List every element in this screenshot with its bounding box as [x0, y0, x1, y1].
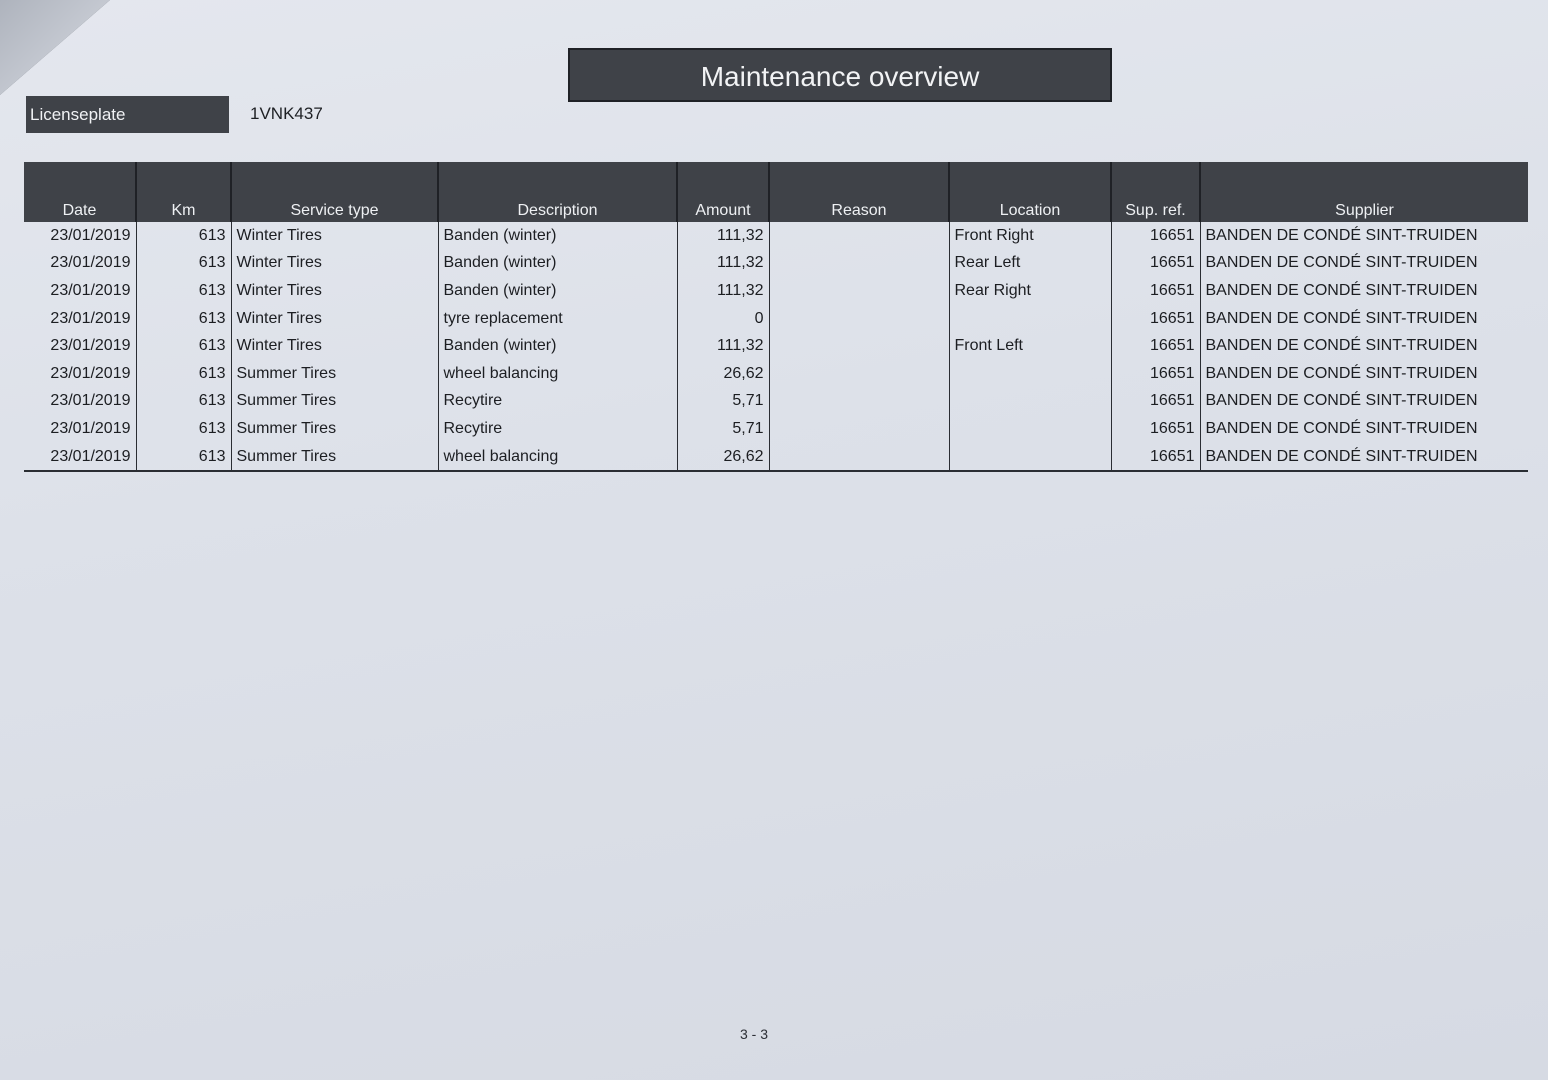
cell-sup-ref: 16651 — [1111, 332, 1200, 360]
cell-service-type: Summer Tires — [231, 388, 438, 416]
cell-sup-ref: 16651 — [1111, 388, 1200, 416]
cell-reason — [769, 415, 949, 443]
table-row — [24, 305, 1528, 333]
cell-supplier: BANDEN DE CONDÉ SINT-TRUIDEN — [1200, 415, 1528, 443]
cell-amount: 111,32 — [677, 250, 769, 278]
cell-supplier: BANDEN DE CONDÉ SINT-TRUIDEN — [1200, 277, 1528, 305]
cell-description: wheel balancing — [438, 360, 677, 388]
cell-km: 613 — [136, 332, 231, 360]
cell-description: wheel balancing — [438, 443, 677, 472]
cell-service-type: Winter Tires — [231, 250, 438, 278]
cell-supplier: BANDEN DE CONDÉ SINT-TRUIDEN — [1200, 443, 1528, 472]
cell-km: 613 — [136, 250, 231, 278]
cell-location — [949, 360, 1111, 388]
table-row — [24, 415, 1528, 443]
cell-amount: 26,62 — [677, 443, 769, 472]
header-km: Km — [136, 162, 231, 222]
table-row — [24, 277, 1528, 305]
cell-km: 613 — [136, 443, 231, 472]
header-location: Location — [949, 162, 1111, 222]
cell-description: Banden (winter) — [438, 250, 677, 278]
cell-reason — [769, 277, 949, 305]
cell-date: 23/01/2019 — [50, 392, 131, 410]
cell-reason — [769, 360, 949, 388]
cell-amount: 111,32 — [677, 277, 769, 305]
cell-location — [949, 305, 1111, 333]
cell-km: 613 — [136, 388, 231, 416]
cell-date: 23/01/2019 — [50, 364, 131, 382]
table-row — [24, 222, 1528, 250]
cell-description: Banden (winter) — [438, 277, 677, 305]
cell-sup-ref: 16651 — [1111, 443, 1200, 472]
cell-amount: 111,32 — [677, 332, 769, 360]
cell-description: Recytire — [438, 388, 677, 416]
cell-service-type: Summer Tires — [231, 443, 438, 472]
cell-km: 613 — [136, 277, 231, 305]
cell-description: tyre replacement — [438, 305, 677, 333]
table-row — [24, 360, 1528, 388]
cell-location: Front Right — [949, 222, 1111, 250]
cell-reason — [769, 305, 949, 333]
cell-location: Front Left — [949, 332, 1111, 360]
cell-location — [949, 415, 1111, 443]
cell-sup-ref: 16651 — [1111, 250, 1200, 278]
header-date: Date — [24, 162, 136, 222]
cell-description: Recytire — [438, 415, 677, 443]
cell-service-type: Winter Tires — [231, 305, 438, 333]
cell-date: 23/01/2019 — [50, 337, 131, 355]
header-description: Description — [438, 162, 677, 222]
table-row — [24, 443, 1528, 472]
page-title: Maintenance overview — [568, 48, 1112, 102]
cell-location: Rear Right — [949, 277, 1111, 305]
cell-date: 23/01/2019 — [50, 254, 131, 272]
cell-km: 613 — [136, 360, 231, 388]
header-amount: Amount — [677, 162, 769, 222]
cell-date: 23/01/2019 — [24, 443, 136, 472]
cell-service-type: Winter Tires — [231, 332, 438, 360]
cell-km: 613 — [136, 415, 231, 443]
cell-sup-ref: 16651 — [1111, 415, 1200, 443]
cell-km: 613 — [136, 305, 231, 333]
cell-date: 23/01/2019 — [50, 281, 131, 299]
header-service-type: Service type — [231, 162, 438, 222]
header-sup-ref: Sup. ref. — [1111, 162, 1200, 222]
cell-supplier: BANDEN DE CONDÉ SINT-TRUIDEN — [1200, 360, 1528, 388]
license-plate-value: 1VNK437 — [250, 104, 323, 123]
cell-date: 23/01/2019 — [50, 309, 131, 327]
cell-supplier: BANDEN DE CONDÉ SINT-TRUIDEN — [1200, 250, 1528, 278]
table-row — [24, 250, 1528, 278]
cell-location: Rear Left — [949, 250, 1111, 278]
cell-amount: 0 — [677, 305, 769, 333]
cell-amount: 111,32 — [677, 222, 769, 250]
cell-service-type: Winter Tires — [231, 222, 438, 250]
page-number: 3 - 3 — [740, 1026, 769, 1042]
maintenance-table — [24, 162, 1528, 472]
table-header-row — [24, 162, 1528, 222]
cell-sup-ref: 16651 — [1111, 222, 1200, 250]
cell-supplier: BANDEN DE CONDÉ SINT-TRUIDEN — [1200, 388, 1528, 416]
cell-sup-ref: 16651 — [1111, 305, 1200, 333]
cell-sup-ref: 16651 — [1111, 360, 1200, 388]
cell-km: 613 — [136, 222, 231, 250]
cell-reason — [769, 443, 949, 472]
cell-sup-ref: 16651 — [1111, 277, 1200, 305]
cell-service-type: Summer Tires — [231, 360, 438, 388]
cell-amount: 5,71 — [677, 388, 769, 416]
header-reason: Reason — [769, 162, 949, 222]
table-row — [24, 332, 1528, 360]
license-plate-label: Licenseplate — [26, 96, 229, 133]
cell-service-type: Winter Tires — [231, 277, 438, 305]
cell-description: Banden (winter) — [438, 332, 677, 360]
cell-date: 23/01/2019 — [50, 226, 131, 244]
cell-supplier: BANDEN DE CONDÉ SINT-TRUIDEN — [1200, 222, 1528, 250]
cell-service-type: Summer Tires — [231, 415, 438, 443]
cell-location — [949, 443, 1111, 472]
cell-amount: 26,62 — [677, 360, 769, 388]
cell-reason — [769, 388, 949, 416]
header-supplier: Supplier — [1200, 162, 1528, 222]
cell-reason — [769, 332, 949, 360]
cell-reason — [769, 250, 949, 278]
cell-description: Banden (winter) — [438, 222, 677, 250]
table-row — [24, 388, 1528, 416]
cell-location — [949, 388, 1111, 416]
cell-supplier: BANDEN DE CONDÉ SINT-TRUIDEN — [1200, 332, 1528, 360]
cell-amount: 5,71 — [677, 415, 769, 443]
cell-reason — [769, 222, 949, 250]
cell-date: 23/01/2019 — [50, 419, 131, 437]
cell-supplier: BANDEN DE CONDÉ SINT-TRUIDEN — [1200, 305, 1528, 333]
